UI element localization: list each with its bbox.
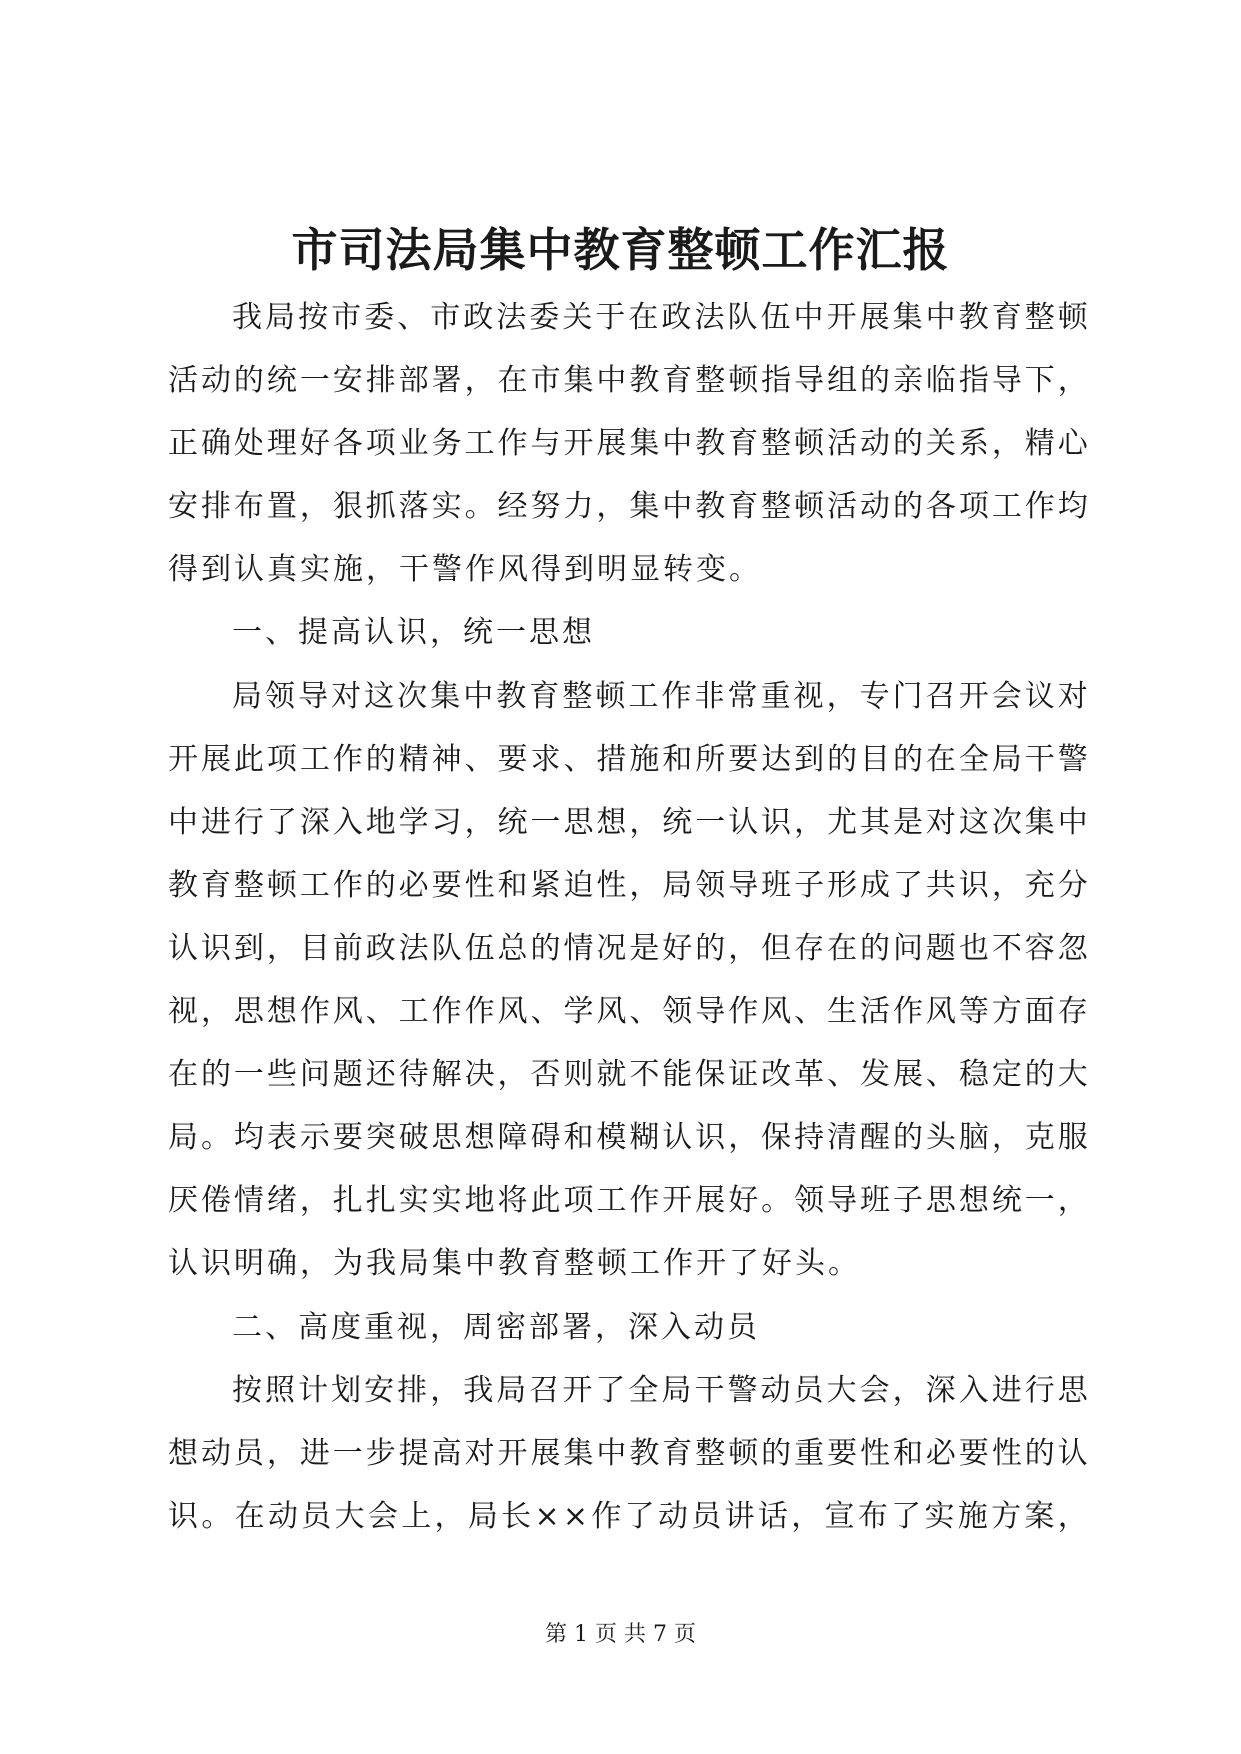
- text-line: 中 进 行 了 深 入 地 学 习 ， 统 一 思 想 ， 统 一 认 识 ， 尤 其 是 对 这 次 集 中: [168, 804, 1088, 840]
- text-line: 教 育 整 顿 工 作 的 必 要 性 和 紧 迫 性 ， 局 领 导 班 子 形 成 了 共 识 ， 充 分: [168, 867, 1088, 903]
- document-title: 市司法局集中教育整顿工作汇报: [291, 223, 950, 277]
- document-body: [168, 286, 1088, 1548]
- text-line: 按 照 计 划 安 排 ， 我 局 召 开 了 全 局 干 警 动 员 大 会 ， 深 入 进 行 思: [232, 1372, 1088, 1408]
- text-line: 我 局 按 市 委 、 市 政 法 委 关 于 在 政 法 队 伍 中 开 展 集 中 教 育 整 顿: [232, 300, 1088, 335]
- text-line: 局 。 均 表 示 要 突 破 思 想 障 碍 和 模 糊 认 识 ， 保 持 清 醒 的 头 脑 ， 克 服: [168, 1120, 1088, 1156]
- text-line: 认 识 到 ， 目 前 政 法 队 伍 总 的 情 况 是 好 的 ， 但 存 在 的 问 题 也 不 容 忽: [168, 930, 1088, 966]
- text-line: 识 。 在 动 员 大 会 上 ， 局 长 × × 作 了 动 员 讲 话 ， 宣 布 了 实 施 方 案 ，: [168, 1498, 1088, 1534]
- text-line: 正 确 处 理 好 各 项 业 务 工 作 与 开 展 集 中 教 育 整 顿 活 动 的 关 系 ， 精 心: [168, 426, 1088, 462]
- text-line: 厌 倦 情 绪 ， 扎 扎 实 实 地 将 此 项 工 作 开 展 好 。 领 导 班 子 思 想 统 一 ，: [168, 1183, 1088, 1219]
- text-line: 视 ， 思 想 作 风 、 工 作 作 风 、 学 风 、 领 导 作 风 、 生 活 作 风 等 方 面 存: [168, 994, 1088, 1030]
- text-line: 开 展 此 项 工 作 的 精 神 、 要 求 、 措 施 和 所 要 达 到 的 目 的 在 全 局 干 警: [168, 741, 1088, 777]
- text-line: 活 动 的 统 一 安 排 部 署 ， 在 市 集 中 教 育 整 顿 指 导 组 的 亲 临 指 导 下 ，: [168, 363, 1088, 399]
- text-line: 认识明确，为我局集中教育整顿工作开了好头。: [168, 1246, 861, 1282]
- text-line: 一、提高认识，统一思想: [232, 615, 595, 651]
- text-line: 二、高度重视，周密部署，深入动员: [232, 1309, 760, 1345]
- text-line: 安 排 布 置 ， 狠 抓 落 实 。 经 努 力 ， 集 中 教 育 整 顿 活 动 的 各 项 工 作 均: [168, 489, 1088, 525]
- page-footer: 第 1 页 共 7 页: [545, 1622, 696, 1647]
- text-line: 局 领 导 对 这 次 集 中 教 育 整 顿 工 作 非 常 重 视 ， 专 门 召 开 会 议 对: [232, 678, 1088, 714]
- text-line: 在 的 一 些 问 题 还 待 解 决 ， 否 则 就 不 能 保 证 改 革 、 发 展 、 稳 定 的 大: [168, 1057, 1088, 1093]
- text-line: 想 动 员 ， 进 一 步 提 高 对 开 展 集 中 教 育 整 顿 的 重 要 性 和 必 要 性 的 认: [168, 1435, 1088, 1471]
- text-line: 得到认真实施，干警作风得到明显转变。: [168, 552, 762, 588]
